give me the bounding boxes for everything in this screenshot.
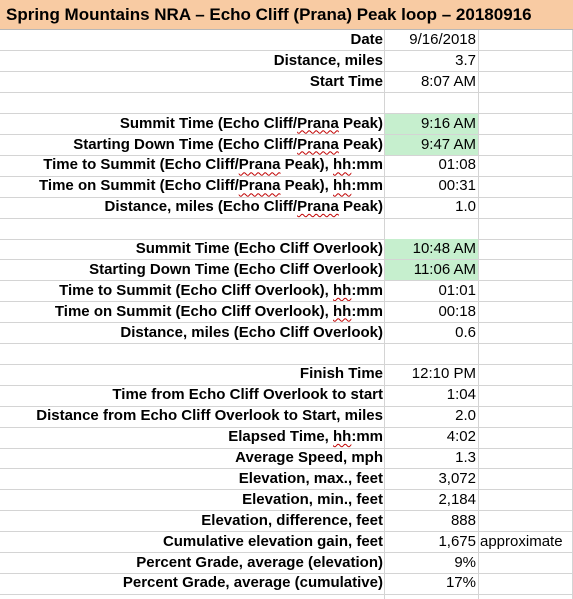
row-label[interactable]: Average Speed, mph [235,449,383,466]
row-value[interactable]: 1.0 [455,198,476,216]
row-label[interactable] [0,344,384,365]
table-row [0,72,573,93]
row-label[interactable] [0,93,384,114]
row-label[interactable]: Date [350,31,383,48]
row-value[interactable]: 00:18 [438,302,476,320]
table-row [0,573,573,594]
table-row [0,344,573,365]
row-value[interactable] [385,93,478,114]
row-label[interactable]: Time to Summit (Echo Cliff/Prana Peak), hh:mm [43,156,383,174]
row-label[interactable]: Time from Echo Cliff Overlook to start [112,386,383,404]
grid-line [0,594,573,595]
table-row [0,197,573,218]
row-value[interactable]: 1.3 [455,449,476,466]
row-label[interactable]: Starting Down Time (Echo Cliff Overlook) [89,260,383,278]
table-row [0,532,573,553]
table-row [0,281,573,302]
table-row [0,239,573,260]
grid-column-line [384,30,385,599]
row-label[interactable]: Distance, miles [273,51,383,69]
table-row [0,302,573,323]
table-row [0,448,573,469]
row-value[interactable]: 11:06 AM [385,260,478,281]
row-value[interactable]: 9% [454,553,476,571]
row-label[interactable]: Time on Summit (Echo Cliff/Prana Peak), hh:mm [39,177,383,195]
table-row [0,260,573,281]
row-value[interactable]: 3.7 [455,51,476,69]
table-row [0,176,573,197]
table-row [0,114,573,135]
row-value[interactable]: 3,072 [438,469,476,487]
table-row [0,155,573,176]
row-value[interactable]: 00:31 [438,177,476,195]
table-row [0,427,573,448]
row-value[interactable]: 9:47 AM [385,135,478,156]
table-row [0,385,573,406]
row-label[interactable]: Time on Summit (Echo Cliff Overlook), hh:mm [54,302,383,320]
row-label[interactable]: Distance, miles (Echo Cliff Overlook) [120,323,383,341]
row-label[interactable]: Percent Grade, average (elevation) [136,553,383,571]
table-row [0,135,573,156]
sheet-title[interactable]: Spring Mountains NRA – Echo Cliff (Prana) Peak loop – 20180916 [0,0,573,30]
table-row [0,323,573,344]
table-row [0,553,573,574]
row-value[interactable]: 2.0 [455,407,476,425]
row-label[interactable]: Summit Time (Echo Cliff/Prana Peak) [119,114,383,132]
row-value[interactable] [385,218,478,239]
row-label[interactable]: Distance from Echo Cliff Overlook to Start, miles [36,407,383,425]
row-value[interactable]: 888 [450,511,476,529]
row-value[interactable]: 1:04 [446,386,476,404]
row-value[interactable]: 1,675 [438,532,476,550]
row-value[interactable]: 17% [445,574,476,592]
row-value[interactable]: 10:48 AM [385,239,478,260]
row-label[interactable]: Cumulative elevation gain, feet [162,532,383,550]
row-label[interactable]: Finish Time [299,365,383,383]
table-row [0,218,573,239]
row-label[interactable]: Elapsed Time, hh:mm [228,428,383,446]
row-label[interactable]: Summit Time (Echo Cliff Overlook) [135,240,383,257]
table-row [0,364,573,385]
row-label[interactable] [0,218,384,239]
table-row [0,511,573,532]
row-value[interactable]: 0.6 [455,323,476,341]
row-label[interactable]: Starting Down Time (Echo Cliff/Prana Peak) [73,135,383,153]
row-value[interactable]: 9:16 AM [385,114,478,135]
row-value[interactable] [385,344,478,365]
row-label[interactable]: Start Time [309,72,383,90]
table-row [0,30,573,51]
row-label[interactable]: Time to Summit (Echo Cliff Overlook), hh:mm [59,281,383,299]
row-value[interactable]: 12:10 PM [411,365,476,383]
row-value[interactable]: 4:02 [446,428,476,446]
table-row [0,490,573,511]
row-label[interactable]: Elevation, min., feet [242,490,383,508]
row-label[interactable]: Elevation, max., feet [238,469,383,487]
row-note[interactable]: approximate [480,532,563,550]
table-row [0,469,573,490]
row-label[interactable]: Percent Grade, average (cumulative) [122,574,383,592]
row-label[interactable]: Distance, miles (Echo Cliff/Prana Peak) [104,198,383,216]
row-value[interactable]: 9/16/2018 [409,31,476,48]
row-value[interactable]: 2,184 [438,490,476,508]
table-row [0,406,573,427]
table-row [0,51,573,72]
row-value[interactable]: 8:07 AM [420,72,476,90]
row-value[interactable]: 01:01 [438,281,476,299]
row-label[interactable]: Elevation, difference, feet [201,511,383,529]
table-row [0,93,573,114]
row-value[interactable]: 01:08 [438,156,476,174]
grid-column-line [478,30,479,599]
